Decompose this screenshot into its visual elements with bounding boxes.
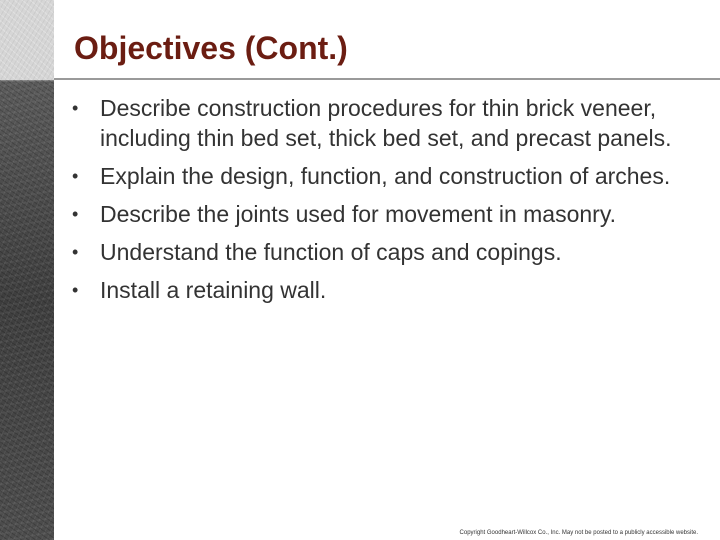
bullet-icon: • [72,204,79,224]
bullet-icon: • [72,242,79,262]
bullet-text: Install a retaining wall. [100,277,327,303]
bullet-icon: • [72,166,79,186]
bullet-item [72,161,702,191]
slide-title: Objectives (Cont.) [74,30,348,66]
slide-content [72,93,702,313]
bullet-list [72,93,702,305]
bullet-item [72,275,702,305]
bullet-text: Describe construction procedures for thin brick veneer, including thin bed set, thick bed set, and precast panels. [100,95,672,151]
bullet-text: Describe the joints used for movement in masonry. [100,201,617,227]
title-divider [54,78,720,80]
bullet-text: Understand the function of caps and copings. [100,239,562,265]
bullet-text: Explain the design, function, and construction of arches. [100,163,671,189]
bullet-item [72,199,702,229]
texture-strip-top [0,0,54,80]
bullet-icon: • [72,98,79,118]
bullet-item [72,237,702,267]
title-area [54,0,720,78]
copyright-footer: Copyright Goodheart-Willcox Co., Inc. May not be posted to a publicly accessible website. [459,530,698,536]
bullet-item [72,93,702,153]
bullet-icon: • [72,280,79,300]
decorative-texture-strip [0,0,54,540]
